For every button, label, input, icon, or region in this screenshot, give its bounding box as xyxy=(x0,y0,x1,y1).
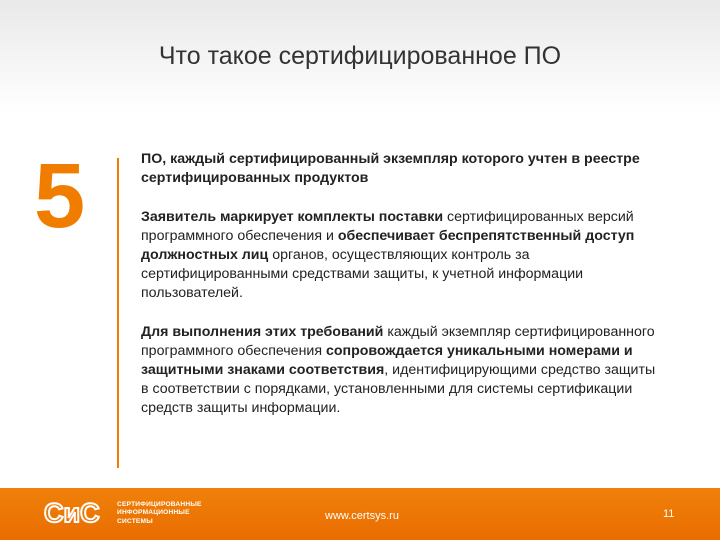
text-segment: органов, осуществляющих контроль за сертифицированными средствами защиты, к учетной информации пользователей. xyxy=(141,247,584,301)
company-logo-text xyxy=(117,501,202,526)
text-segment: каждый экземпляр сертифицированного программного обеспечения xyxy=(141,324,655,359)
logo-line: СИСТЕМЫ xyxy=(117,517,153,525)
bold-text-segment: ПО, каждый сертифицированный экземпляр которого учтен в реестре сертифицированных продуктов xyxy=(141,151,640,186)
bold-text-segment: обеспечивает беспрепятственный доступ должностных лиц xyxy=(141,228,635,263)
paragraph xyxy=(141,150,666,188)
accent-divider xyxy=(117,158,119,468)
logo-mark-text: СиС xyxy=(44,500,100,526)
logo-line: ИНФОРМАЦИОННЫЕ xyxy=(117,509,190,517)
slide-content xyxy=(141,150,666,438)
paragraph xyxy=(141,208,666,303)
paragraph xyxy=(141,323,666,418)
company-logo-icon xyxy=(44,500,112,531)
bold-text-segment: Для выполнения этих требований xyxy=(141,324,384,340)
logo-line: СЕРТИФИЦИРОВАННЫЕ xyxy=(117,501,202,508)
bold-text-segment: Заявитель маркирует комплекты поставки xyxy=(141,209,444,225)
text-segment: , идентифицирующими средство защиты в соответствии с порядками, установленными для системы сертификации средств защиты информации. xyxy=(141,362,656,416)
text-segment: сертифицированных версий программного обеспечения и xyxy=(141,209,634,244)
page-number: 11 xyxy=(663,508,675,520)
website-link[interactable]: www.certsys.ru xyxy=(325,510,399,522)
slide-title: Что такое сертифицированное ПО xyxy=(158,42,562,70)
bold-text-segment: сопровождается уникальными номерами и защитными знаками соответствия xyxy=(141,343,633,378)
section-number: 5 xyxy=(34,145,84,247)
